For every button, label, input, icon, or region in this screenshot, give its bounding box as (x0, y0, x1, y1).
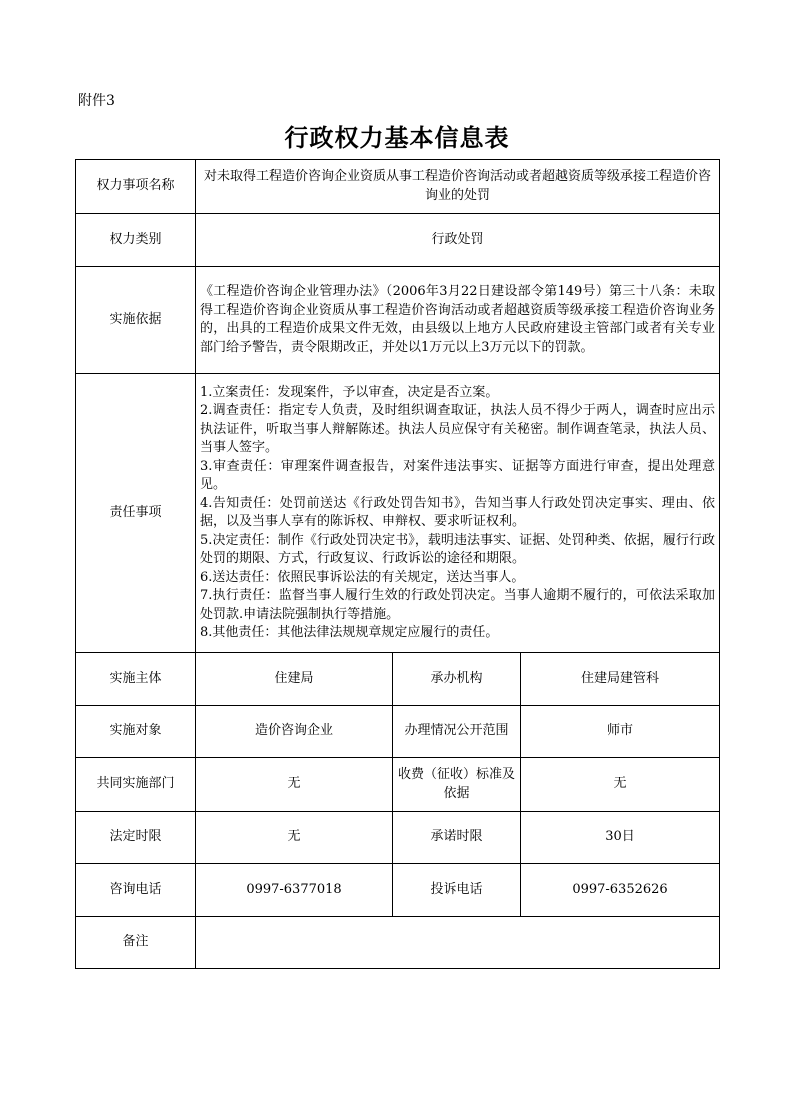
consult-phone-value: 0997-6377018 (196, 864, 393, 917)
row-phone (76, 864, 720, 917)
remark-label: 备注 (76, 917, 196, 969)
responsibility-item: 8.其他责任：其他法律法规规章规定应履行的责任。 (200, 625, 499, 640)
joint-dept-value: 无 (196, 758, 393, 812)
disclosure-scope-label: 办理情况公开范围 (393, 706, 521, 758)
power-type-value: 行政处罚 (196, 214, 720, 267)
power-name-value: 对未取得工程造价咨询企业资质从事工程造价咨询活动或者超越资质等级承接工程造价咨询业的处罚 (196, 160, 720, 214)
basis-label: 实施依据 (76, 267, 196, 374)
responsibility-label: 责任事项 (76, 374, 196, 653)
row-target (76, 706, 720, 758)
row-remark (76, 917, 720, 969)
fee-standard-label: 收费（征收）标准及依据 (393, 758, 521, 812)
target-value: 造价咨询企业 (196, 706, 393, 758)
complaint-phone-label: 投诉电话 (393, 864, 521, 917)
joint-dept-label: 共同实施部门 (76, 758, 196, 812)
power-type-label: 权力类别 (76, 214, 196, 267)
row-time-limit (76, 812, 720, 864)
row-power-name (76, 160, 720, 214)
responsibility-item: 1.立案责任：发现案件，予以审查，决定是否立案。 (200, 384, 499, 400)
power-name-label: 权力事项名称 (76, 160, 196, 214)
responsibility-item: 7.执行责任：监督当事人履行生效的行政处罚决定。当事人逾期不履行的，可依法采取加处罚款.申请法院强制执行等措施。 (200, 588, 715, 622)
promised-time-limit-value: 30日 (521, 812, 720, 864)
row-basis (76, 267, 720, 374)
responsibility-item: 4.告知责任：处罚前送达《行政处罚告知书》，告知当事人行政处罚决定事实、理由、依据，以及当事人享有的陈诉权、申辩权、要求听证权利。 (200, 495, 715, 529)
subject-value: 住建局 (196, 653, 393, 706)
remark-value (196, 917, 720, 969)
subject-label: 实施主体 (76, 653, 196, 706)
responsibility-item: 5.决定责任：制作《行政处罚决定书》，载明违法事实、证据、处罚种类、依据，履行行政处罚的期限、方式，行政复议、行政诉讼的途径和期限。 (200, 532, 715, 566)
responsibility-item: 6.送达责任：依照民事诉讼法的有关规定，送达当事人。 (200, 569, 525, 585)
row-responsibility (76, 374, 720, 653)
promised-time-limit-label: 承诺时限 (393, 812, 521, 864)
organizer-value: 住建局建管科 (521, 653, 720, 706)
fee-standard-value: 无 (521, 758, 720, 812)
complaint-phone-value: 0997-6352626 (521, 864, 720, 917)
responsibility-item: 3.审查责任：审理案件调查报告，对案件违法事实、证据等方面进行审查，提出处理意见。 (200, 458, 715, 492)
legal-time-limit-value: 无 (196, 812, 393, 864)
info-table (75, 159, 720, 969)
consult-phone-label: 咨询电话 (76, 864, 196, 917)
disclosure-scope-value: 师市 (521, 706, 720, 758)
basis-value: 《工程造价咨询企业管理办法》（2006年3月22日建设部令第149号）第三十八条：未取得工程造价咨询企业资质从事工程造价咨询活动或者超越资质等级承接工程造价咨询业务的，出具的工程造价成果文件无效，由县级以上地方人民政府建设主管部门或者有关专业部门给予警告，责令限期改正，并处以1万元以上3万元以下的罚款。 (196, 267, 720, 374)
responsibility-list (196, 374, 720, 653)
row-subject (76, 653, 720, 706)
responsibility-item: 2.调查责任：指定专人负责，及时组织调查取证，执法人员不得少于两人，调查时应出示执法证件，听取当事人辩解陈述。执法人员应保守有关秘密。制作调查笔录，执法人员、当事人签字。 (200, 403, 715, 455)
target-label: 实施对象 (76, 706, 196, 758)
row-power-type (76, 214, 720, 267)
attachment-label: 附件3 (78, 93, 115, 109)
legal-time-limit-label: 法定时限 (76, 812, 196, 864)
row-joint (76, 758, 720, 812)
organizer-label: 承办机构 (393, 653, 521, 706)
page-title: 行政权力基本信息表 (284, 123, 510, 152)
